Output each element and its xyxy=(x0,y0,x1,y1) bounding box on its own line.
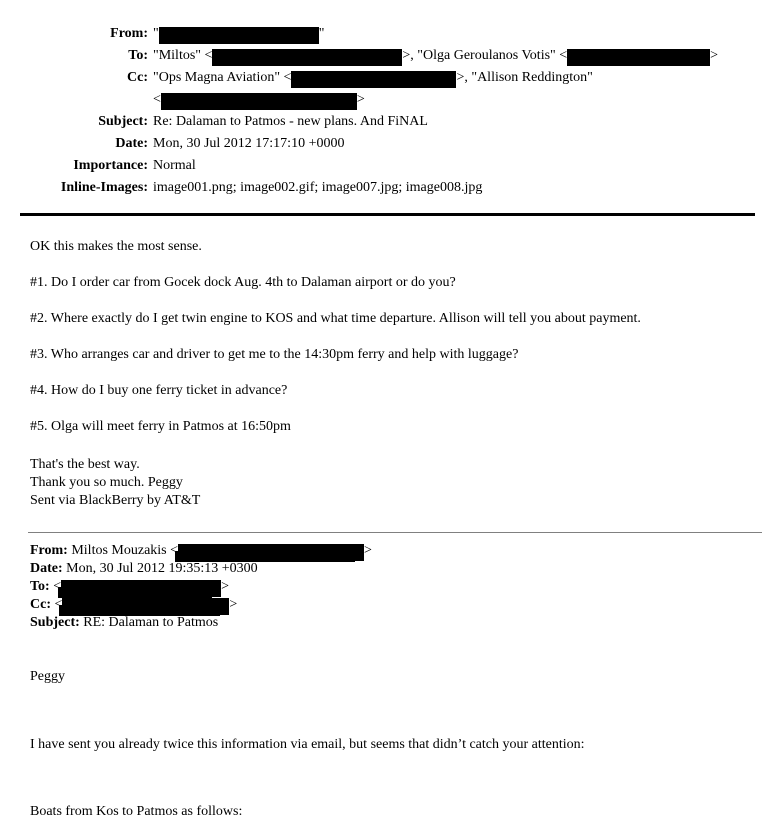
header-row-inline-images xyxy=(0,177,768,199)
header-row-date xyxy=(0,133,768,155)
to-text-3: > xyxy=(710,48,719,63)
body-paragraph: #1. Do I order car from Gocek dock Aug. 4th to Dalaman airport or do you? xyxy=(30,275,456,290)
redaction-bar xyxy=(161,93,357,110)
header-row-importance xyxy=(0,155,768,177)
cc-text-1: "Ops Magna Aviation" < xyxy=(153,70,292,85)
quoted-cc-close: > xyxy=(229,597,238,612)
quoted-to-row xyxy=(30,578,768,596)
body-paragraph: #2. Where exactly do I get twin engine to KOS and what time departure. Allison will tell you about payment. xyxy=(30,311,641,326)
quoted-to-close: > xyxy=(221,579,230,594)
cc-text-2: >, "Allison Reddington" xyxy=(456,70,593,85)
quoted-cc-row xyxy=(30,596,768,614)
to-text-1: "Miltos" < xyxy=(153,48,213,63)
body-paragraph: #4. How do I buy one ferry ticket in advance? xyxy=(30,383,288,398)
body-paragraph: OK this makes the most sense. xyxy=(30,239,202,254)
redaction-bar xyxy=(62,598,229,615)
importance-value: Normal xyxy=(153,158,196,173)
to-value xyxy=(148,45,718,67)
quoted-body-line: Boats from Kos to Patmos as follows: xyxy=(30,804,243,819)
quoted-body-line: I have sent you already twice this information via email, but seems that didn’t catch your attention: xyxy=(30,737,585,752)
cc-cont-open: < xyxy=(153,92,161,107)
redaction-bar xyxy=(291,71,456,88)
quoted-cc-label: Cc: xyxy=(30,597,51,612)
quoted-from-close: > xyxy=(364,543,372,558)
redaction-bar xyxy=(61,580,221,597)
redaction-bar xyxy=(212,49,402,66)
body-paragraph: #3. Who arranges car and driver to get me to the 14:30pm ferry and help with luggage? xyxy=(30,347,519,362)
quoted-from-text: Miltos Mouzakis < xyxy=(67,543,179,558)
date-value: Mon, 30 Jul 2012 17:17:10 +0000 xyxy=(153,136,345,151)
body-paragraph: #5. Olga will meet ferry in Patmos at 16:50pm xyxy=(30,419,291,434)
quoted-to-label: To: xyxy=(30,579,50,594)
redaction-bar xyxy=(567,49,710,66)
to-text-2: >, "Olga Geroulanos Votis" < xyxy=(402,48,568,63)
subject-label: Subject: xyxy=(98,114,148,129)
importance-label: Importance: xyxy=(73,158,148,173)
quoted-email-body xyxy=(0,668,768,821)
signature-block xyxy=(30,456,760,510)
cc-line-1 xyxy=(153,67,593,89)
quoted-date-label: Date: xyxy=(30,561,63,576)
quoted-subject-value: RE: Dalaman to Patmos xyxy=(79,615,219,630)
from-label: From: xyxy=(110,26,148,41)
cc-label: Cc: xyxy=(127,70,148,85)
quoted-date-value: Mon, 30 Jul 2012 19:35:13 +0300 xyxy=(62,561,258,576)
inline-images-label: Inline-Images: xyxy=(60,180,148,195)
closing-line-2: Thank you so much. Peggy xyxy=(30,475,183,490)
quoted-email-header xyxy=(0,533,768,632)
quoted-cc-open: < xyxy=(51,597,63,612)
inline-images-value: image001.png; image002.gif; image007.jpg; image008.jpg xyxy=(153,180,483,195)
cc-cont-close: > xyxy=(356,92,365,107)
from-value xyxy=(148,23,324,45)
quoted-subject-row xyxy=(30,614,768,632)
closing-line-3: Sent via BlackBerry by AT&T xyxy=(30,493,201,508)
quoted-to-open: < xyxy=(49,579,62,594)
redaction-bar xyxy=(159,27,319,44)
to-label: To: xyxy=(128,48,148,63)
cc-value xyxy=(148,67,593,111)
subject-value: Re: Dalaman to Patmos - new plans. And FiNAL xyxy=(153,114,428,129)
header-row-cc xyxy=(0,67,768,111)
date-label: Date: xyxy=(115,136,148,151)
quoted-from-row xyxy=(30,542,768,560)
from-close-quote: " xyxy=(318,26,325,41)
email-body xyxy=(0,216,768,510)
header-row-subject xyxy=(0,111,768,133)
email-header xyxy=(0,0,768,199)
quoted-from-label: From: xyxy=(30,543,68,558)
closing-line-1: That's the best way. xyxy=(30,457,140,472)
header-row-to xyxy=(0,45,768,67)
redaction-bar xyxy=(178,544,364,561)
cc-line-2 xyxy=(153,89,593,111)
quoted-subject-label: Subject: xyxy=(30,615,80,630)
from-open-quote: " xyxy=(153,26,159,41)
quoted-greeting: Peggy xyxy=(30,669,65,684)
quoted-date-row xyxy=(30,560,768,578)
header-row-from xyxy=(0,23,768,45)
